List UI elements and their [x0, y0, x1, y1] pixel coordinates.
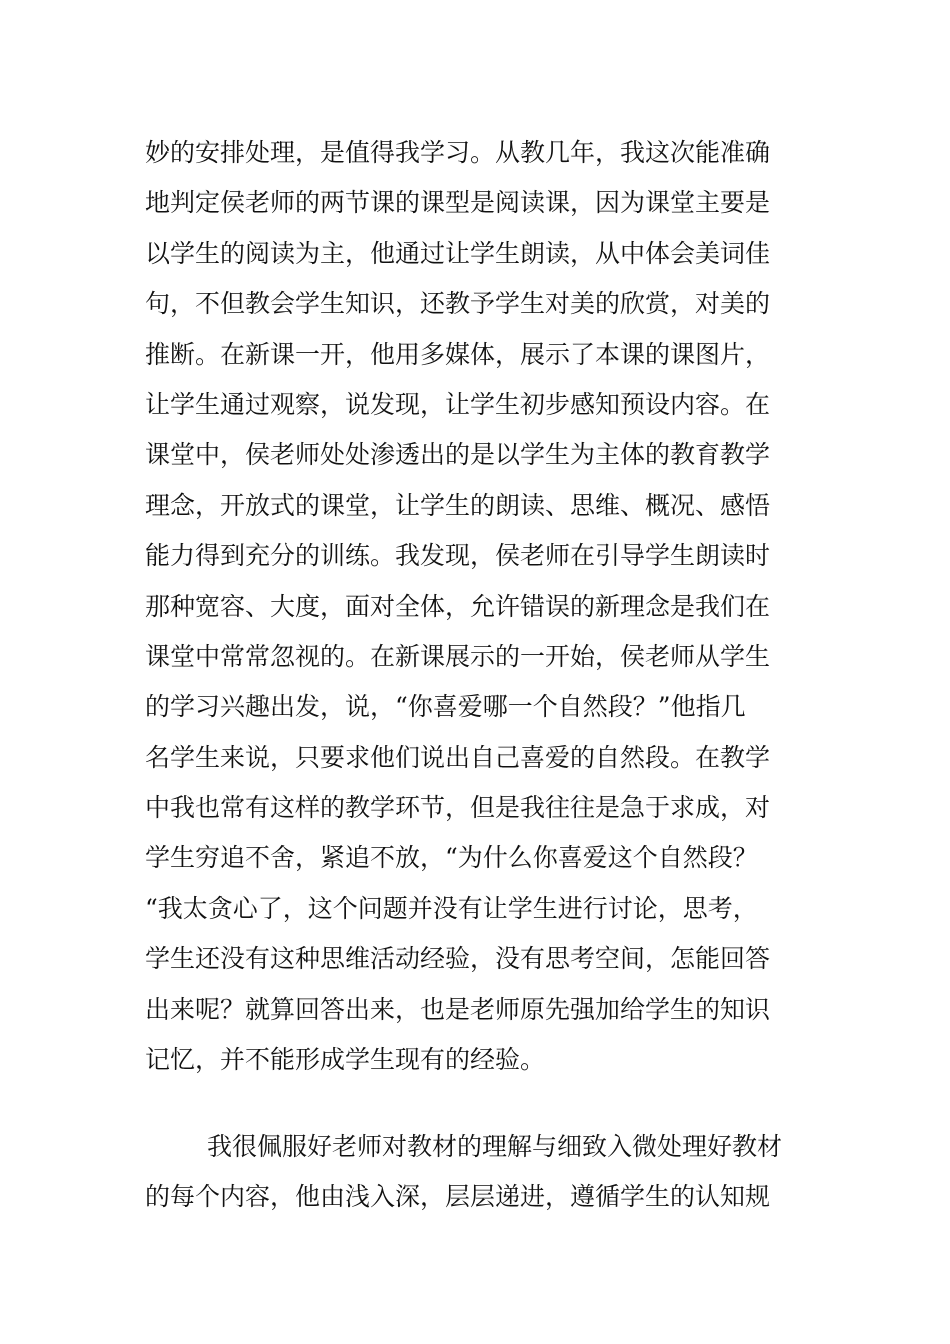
text-line: 课堂中，侯老师处处渗透出的是以学生为主体的教育教学	[145, 440, 771, 470]
text-line: 让学生通过观察，说发现，让学生初步感知预设内容。在	[145, 389, 771, 419]
text-line: 理念，开放式的课堂，让学生的朗读、思维、概况、感悟	[145, 490, 771, 520]
text-line: 我很佩服好老师对教材的理解与细致入微处理好教材	[207, 1132, 783, 1161]
text-line: 那种宽容、大度，面对全体，允许错误的新理念是我们在	[145, 591, 771, 621]
text-line: 学生穷追不舍，紧追不放，“为什么你喜爱这个自然段？	[145, 843, 758, 873]
text-line: 句，不但教会学生知识，还教予学生对美的欣赏，对美的	[145, 289, 771, 319]
text-line: 以学生的阅读为主，他通过让学生朗读，从中体会美词佳	[145, 238, 771, 268]
text-line: 地判定侯老师的两节课的课型是阅读课，因为课堂主要是	[145, 188, 771, 218]
text-line: 中我也常有这样的教学环节，但是我往往是急于求成，对	[145, 793, 771, 823]
text-line: 推断。在新课一开，他用多媒体，展示了本课的课图片，	[145, 339, 771, 369]
text-line: 课堂中常常忽视的。在新课展示的一开始，侯老师从学生	[145, 641, 771, 671]
text-line: 能力得到充分的训练。我发现，侯老师在引导学生朗读时	[145, 541, 771, 571]
paragraph-2	[145, 1122, 815, 1223]
text-line: 名学生来说，只要求他们说出自己喜爱的自然段。在教学	[145, 742, 771, 772]
text-line: 的学习兴趣出发，说，“你喜爱哪一个自然段？”他指几	[145, 692, 746, 722]
text-line: 学生还没有这种思维活动经验，没有思考空间，怎能回答	[145, 944, 771, 974]
text-line: 出来呢？就算回答出来，也是老师原先强加给学生的知识	[145, 994, 771, 1024]
text-line: 妙的安排处理，是值得我学习。从教几年，我这次能准确	[145, 138, 771, 167]
text-line: 记忆，并不能形成学生现有的经验。	[145, 1045, 546, 1075]
text-line: 的每个内容，他由浅入深，层层递进，遵循学生的认知规	[145, 1182, 771, 1212]
text-line: “我太贪心了，这个问题并没有让学生进行讨论，思考，	[145, 893, 758, 923]
paragraph-1	[145, 128, 815, 1085]
